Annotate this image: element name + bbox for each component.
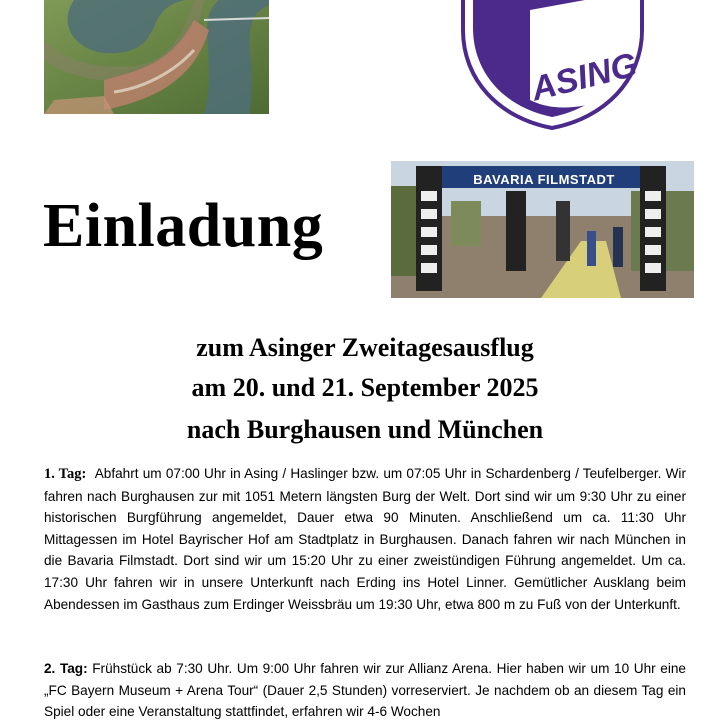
logo-text: ASING — [527, 45, 642, 109]
bavaria-sign-text: BAVARIA FILMSTADT — [473, 172, 615, 187]
aerial-photo-graphic — [44, 0, 269, 114]
page-title: Einladung — [43, 192, 324, 260]
bavaria-filmstadt-photo — [391, 161, 694, 298]
subtitle-line-2: am 20. und 21. September 2025 — [191, 373, 539, 402]
day-2-label: 2. Tag: — [44, 661, 88, 676]
subtitle-line-1: zum Asinger Zweitagesausflug — [196, 333, 534, 362]
burghausen-aerial-photo — [44, 0, 269, 114]
day-1-text: Abfahrt um 07:00 Uhr in Asing / Haslinger bzw. um 07:05 Uhr in Schardenberg / Teufelberger. Wir fahren nach Burghausen zur mit 1051 Metern längsten Burg der Welt. Dort sind wir um 9:30 Uhr zu einer historischen Burgführung angemeldet, Dauer etwa 90 Minuten. Anschließend um ca. 11:30 Uhr Mittagessen im Hotel Bayrischer Hof am Stadtplatz in Burghausen. Danach fahren wir nach München in die Bavaria Filmstadt. Dort sind wir um 15:20 Uhr zu einer zweistündigen Führung angemeldet. Um ca. 17:30 Uhr fahren wir in unsere Unterkunft nach Erding ins Hotel Linner. Gemütlicher Ausklang beim Abendessen im Gasthaus zum Erdinger Weissbräu um 19:30 Uhr, etwa 800 m zu Fuß von der Unterkunft. — [44, 466, 686, 612]
subtitle-line-3: nach Burghausen und München — [186, 415, 544, 444]
day-2-paragraph — [44, 658, 686, 723]
day-2-text: Frühstück ab 7:30 Uhr. Um 9:00 Uhr fahren wir zur Allianz Arena. Hier haben wir um 10 Uhr eine „FC Bayern Museum + Arena Tour“ (Dauer 2,5 Stunden) vorreserviert. Je nachdem ob an diesem Tag ein Spiel oder eine Veranstaltung stattfindet, erfahren wir 4-6 Wochen — [44, 661, 686, 720]
day-1-label: 1. Tag: — [44, 466, 87, 482]
logo-shield-graphic — [455, 0, 650, 135]
day-1-paragraph — [44, 463, 686, 615]
asing-club-logo — [455, 0, 650, 135]
